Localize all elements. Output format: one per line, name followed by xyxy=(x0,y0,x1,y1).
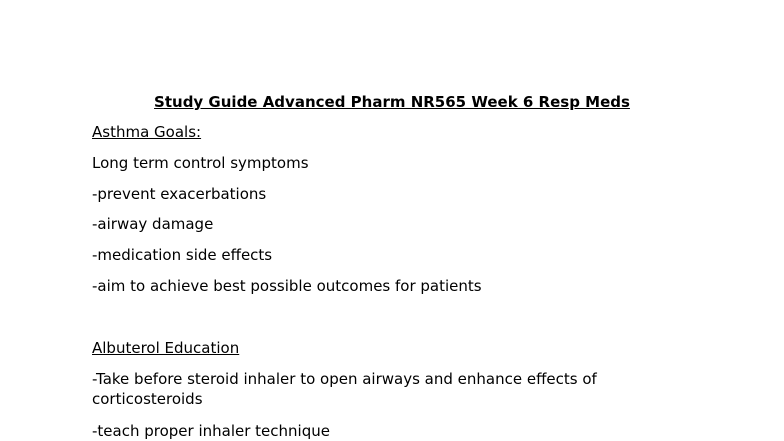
asthma-goal-line: -medication side effects xyxy=(92,246,273,264)
albuterol-education-line: -teach proper inhaler technique xyxy=(92,422,330,440)
section-heading-albuterol-education: Albuterol Education xyxy=(92,339,240,357)
asthma-goal-line: Long term control symptoms xyxy=(92,154,309,172)
albuterol-education-line: -Take before steroid inhaler to open airways and enhance effects of corticosteroids xyxy=(92,370,597,408)
asthma-goal-line: -prevent exacerbations xyxy=(92,185,267,203)
asthma-goal-line: -aim to achieve best possible outcomes for patients xyxy=(92,277,482,295)
section-heading-asthma-goals: Asthma Goals: xyxy=(92,123,202,141)
document-title: Study Guide Advanced Pharm NR565 Week 6 Resp Meds xyxy=(154,93,630,111)
asthma-goal-line: -airway damage xyxy=(92,215,214,233)
